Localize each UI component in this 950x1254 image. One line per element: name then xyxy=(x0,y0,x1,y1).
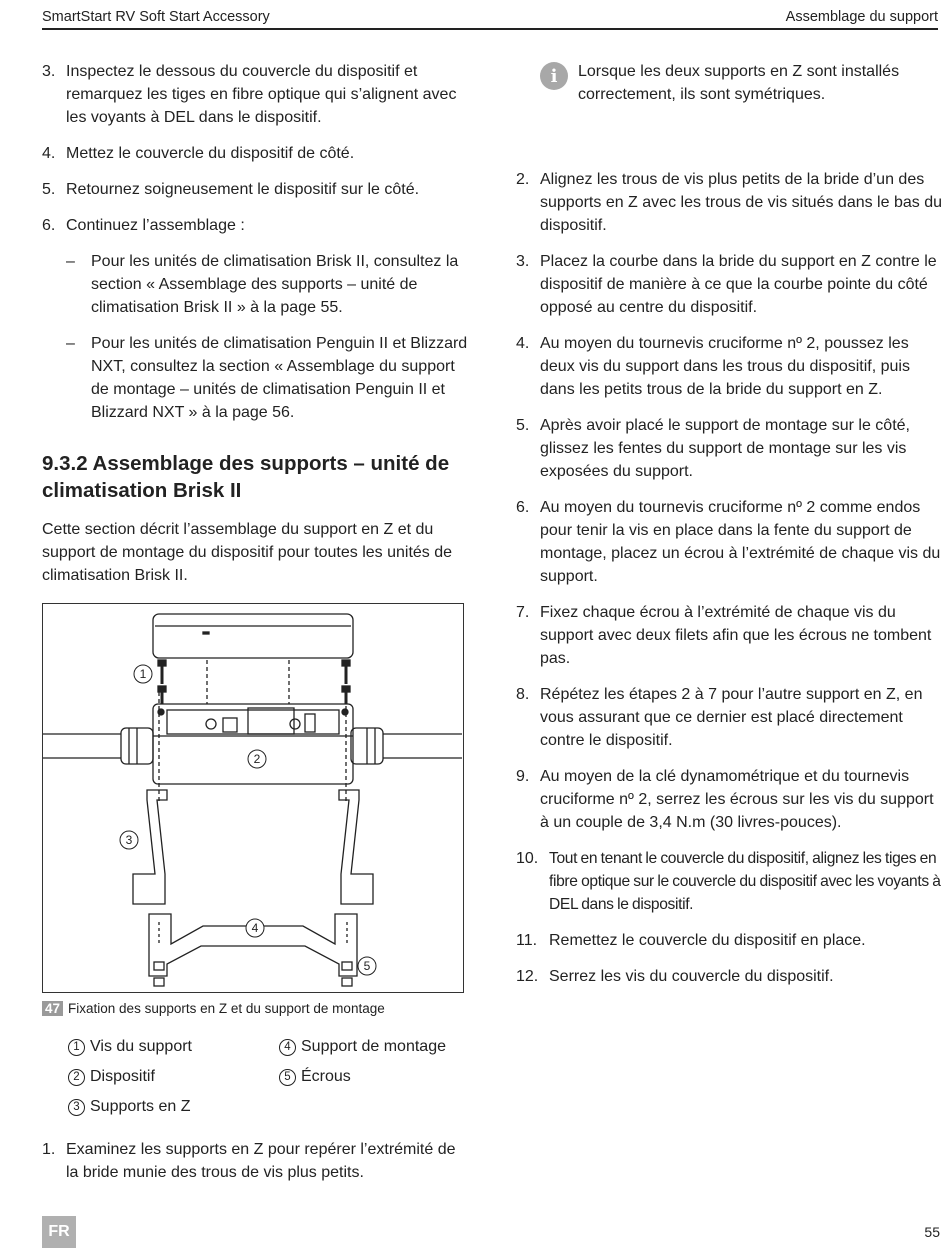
left-column xyxy=(42,60,470,1197)
step-item xyxy=(516,496,942,588)
step-number: 10. xyxy=(516,850,539,867)
step-text: Continuez l’assemblage : xyxy=(66,217,245,234)
legend-label: Vis du support xyxy=(90,1038,192,1055)
step-item xyxy=(516,250,942,319)
legend-number: 4 xyxy=(279,1039,296,1056)
sub-item-text: Pour les unités de climatisation Penguin II et Blizzard NXT, consultez la section « Assemblage du support de montage – unités de climatisation Penguin II et Blizzard NXT » à la page 56. xyxy=(91,335,468,421)
legend-number: 5 xyxy=(279,1069,296,1086)
legend-number: 3 xyxy=(68,1099,85,1116)
figure-caption-text: Fixation des supports en Z et du support de montage xyxy=(68,1001,385,1016)
section-intro: Cette section décrit l’assemblage du support en Z et du support de montage du dispositif pour toutes les unités de climatisation Brisk II. xyxy=(42,521,453,584)
z-bracket-right xyxy=(339,790,373,904)
right-column xyxy=(516,60,942,1001)
legend-item xyxy=(68,1036,279,1058)
device-cover xyxy=(153,614,353,658)
sub-item-dash: – xyxy=(66,335,75,352)
svg-text:4: 4 xyxy=(251,921,259,935)
step-text: Au moyen du tournevis cruciforme nº 2 comme endos pour tenir la vis en place dans la fente du support de montage, placez un écrou à l’extrémité de chaque vis du support. xyxy=(540,499,941,585)
legend-label: Dispositif xyxy=(90,1068,155,1085)
step-number: 12. xyxy=(516,968,539,985)
header-section-title: Assemblage du support xyxy=(785,9,938,25)
section-heading: 9.3.2 Assemblage des supports – unité de climatisation Brisk II xyxy=(42,452,450,502)
legend-item xyxy=(279,1036,469,1058)
legend-label: Écrous xyxy=(301,1068,351,1085)
page-header xyxy=(42,6,938,30)
nut-right xyxy=(342,962,352,986)
step-number: 9. xyxy=(516,768,530,785)
bracket-assembly-drawing xyxy=(43,604,462,991)
step-text: Après avoir placé le support de montage sur le côté, glissez les fentes du support de montage sur les vis exposées du support. xyxy=(540,417,910,480)
step-item xyxy=(42,178,470,201)
legend-label: Supports en Z xyxy=(90,1098,191,1115)
sub-item-text: Pour les unités de climatisation Brisk II, consultez la section « Assemblage des supports – unité de climatisation Brisk II » à la page 55. xyxy=(91,253,459,316)
step-number: 5. xyxy=(42,181,56,198)
svg-text:3: 3 xyxy=(125,833,133,847)
step-number: 3. xyxy=(516,253,530,270)
step-text: Mettez le couvercle du dispositif de côté. xyxy=(66,145,355,162)
step-text: Tout en tenant le couvercle du dispositif, alignez les tiges en fibre optique sur le couvercle du dispositif avec les voyants à DEL dans le dispositif. xyxy=(549,850,941,913)
device-body xyxy=(153,704,353,784)
legend-number: 1 xyxy=(68,1039,85,1056)
svg-text:5: 5 xyxy=(363,959,371,973)
assembly-figure xyxy=(42,603,464,993)
bracket-screw-left xyxy=(158,660,166,684)
nut-left xyxy=(154,962,164,986)
legend-item xyxy=(279,1066,469,1088)
figure-legend xyxy=(68,1036,470,1118)
step-item xyxy=(516,683,942,752)
step-item xyxy=(516,168,942,237)
step-number: 7. xyxy=(516,604,530,621)
legend-number: 2 xyxy=(68,1069,85,1086)
step-text: Examinez les supports en Z pour repérer l’extrémité de la bride munie des trous de vis plus petits. xyxy=(66,1141,456,1181)
legend-label: Support de montage xyxy=(301,1038,446,1055)
step-number: 1. xyxy=(42,1141,56,1158)
step-item xyxy=(516,601,942,670)
step-item xyxy=(516,765,942,834)
step-text: Serrez les vis du couvercle du dispositif. xyxy=(549,968,834,985)
sub-item-dash: – xyxy=(66,253,75,270)
step-text: Répétez les étapes 2 à 7 pour l’autre support en Z, en vous assurant que ce dernier est placé directement contre le dispositif. xyxy=(540,686,923,749)
step-number: 8. xyxy=(516,686,530,703)
step-item xyxy=(42,60,470,129)
step-item xyxy=(516,847,942,916)
step-text: Au moyen de la clé dynamométrique et du tournevis cruciforme nº 2, serrez les écrous sur les vis du support à un couple de 3,4 N.m (30 livres-pouces). xyxy=(540,768,934,831)
header-product-title: SmartStart RV Soft Start Accessory xyxy=(42,9,270,25)
legend-item xyxy=(68,1096,279,1118)
step-text: Inspectez le dessous du couvercle du dispositif et remarquez les tiges en fibre optique qui s’alignent avec les voyants à DEL dans le dispositif. xyxy=(66,63,457,126)
language-badge: FR xyxy=(42,1216,76,1248)
z-bracket-left xyxy=(133,790,167,904)
step-item xyxy=(42,1138,470,1184)
bracket-screw-right xyxy=(342,660,350,684)
step-number: 3. xyxy=(42,63,56,80)
step-number: 5. xyxy=(516,417,530,434)
step-number: 2. xyxy=(516,171,530,188)
step-text: Au moyen du tournevis cruciforme nº 2, poussez les deux vis du support dans les trous du dispositif, puis dans les petits trous de la bride du support en Z. xyxy=(540,335,910,398)
info-note-text: Lorsque les deux supports en Z sont installés correctement, ils sont symétriques. xyxy=(578,63,900,103)
step-item xyxy=(42,142,470,165)
step-text: Retournez soigneusement le dispositif sur le côté. xyxy=(66,181,420,198)
info-icon: i xyxy=(540,62,568,90)
step-text: Alignez les trous de vis plus petits de la bride d’un des supports en Z avec les trous de vis situés dans le bas du dispositif. xyxy=(540,171,942,234)
step-item xyxy=(516,929,942,952)
info-note xyxy=(516,60,942,106)
step-number: 4. xyxy=(42,145,56,162)
step-item xyxy=(516,332,942,401)
figure-number: 47 xyxy=(42,1001,63,1016)
svg-text:1: 1 xyxy=(139,667,147,681)
figure-caption xyxy=(42,1001,470,1016)
step-number: 11. xyxy=(516,932,538,949)
legend-item xyxy=(68,1066,279,1088)
step-item xyxy=(516,414,942,483)
step-text: Remettez le couvercle du dispositif en place. xyxy=(549,932,866,949)
step-number: 6. xyxy=(516,499,530,516)
step-number: 6. xyxy=(42,217,56,234)
svg-text:2: 2 xyxy=(253,752,261,766)
step-text: Fixez chaque écrou à l’extrémité de chaque vis du support avec deux filets afin que les écrous ne tombent pas. xyxy=(540,604,932,667)
step-item xyxy=(42,214,470,237)
step-item xyxy=(516,965,942,988)
sub-item xyxy=(66,250,470,319)
step-number: 4. xyxy=(516,335,530,352)
step-text: Placez la courbe dans la bride du support en Z contre le dispositif de manière à ce que la courbe pointe du côté opposé au centre du dispositif. xyxy=(540,253,937,316)
page-number: 55 xyxy=(924,1224,940,1240)
sub-item xyxy=(66,332,470,424)
